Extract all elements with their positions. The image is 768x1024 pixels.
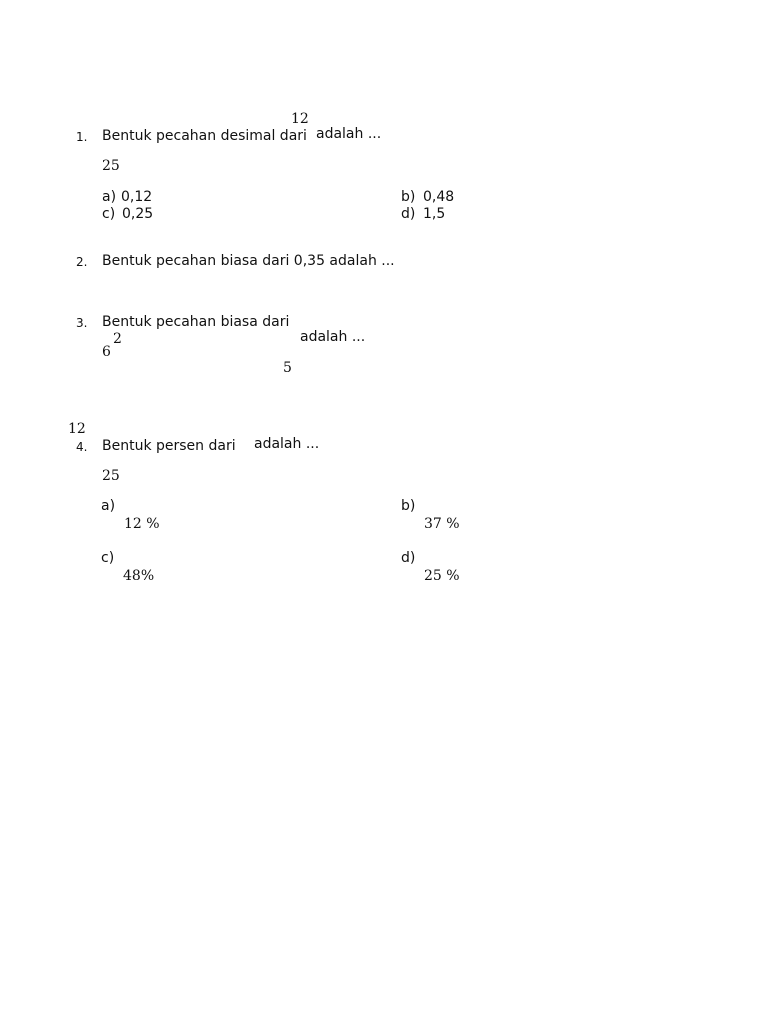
option-value: 12 % bbox=[124, 516, 160, 532]
question-number: 1. bbox=[76, 130, 88, 144]
fraction-numerator: 12 bbox=[68, 421, 86, 437]
fraction-numerator: 2 bbox=[113, 331, 122, 347]
option-value: 0,25 bbox=[122, 206, 154, 222]
question-number: 3. bbox=[76, 316, 88, 330]
question-suffix: adalah ... bbox=[316, 126, 382, 142]
option-letter: b) bbox=[401, 189, 416, 205]
option-letter: b) bbox=[401, 498, 416, 514]
option-value: 0,48 bbox=[423, 189, 455, 205]
option-value: 1,5 bbox=[423, 206, 446, 222]
question-text: Bentuk persen dari bbox=[102, 438, 236, 454]
fraction-numerator: 12 bbox=[291, 111, 309, 127]
fraction-denominator: 25 bbox=[102, 158, 120, 174]
option-letter: a) bbox=[101, 498, 116, 514]
option-letter: a) bbox=[102, 189, 117, 205]
option-value: 0,12 bbox=[121, 189, 153, 205]
mixed-number-whole: 6 bbox=[102, 344, 111, 360]
question-text: Bentuk pecahan biasa dari 0,35 adalah ... bbox=[102, 253, 395, 269]
question-suffix: adalah ... bbox=[300, 329, 366, 345]
option-letter: c) bbox=[101, 550, 115, 566]
option-letter: d) bbox=[401, 206, 416, 222]
option-value: 48% bbox=[123, 568, 155, 584]
question-suffix: adalah ... bbox=[254, 436, 320, 452]
option-letter: c) bbox=[102, 206, 116, 222]
question-text: Bentuk pecahan desimal dari bbox=[102, 128, 307, 144]
fraction-denominator: 5 bbox=[283, 360, 292, 376]
option-value: 25 % bbox=[424, 568, 460, 584]
option-value: 37 % bbox=[424, 516, 460, 532]
question-text: Bentuk pecahan biasa dari bbox=[102, 314, 290, 330]
question-number: 2. bbox=[76, 255, 88, 269]
fraction-denominator: 25 bbox=[102, 468, 120, 484]
question-number: 4. bbox=[76, 440, 88, 454]
option-letter: d) bbox=[401, 550, 416, 566]
